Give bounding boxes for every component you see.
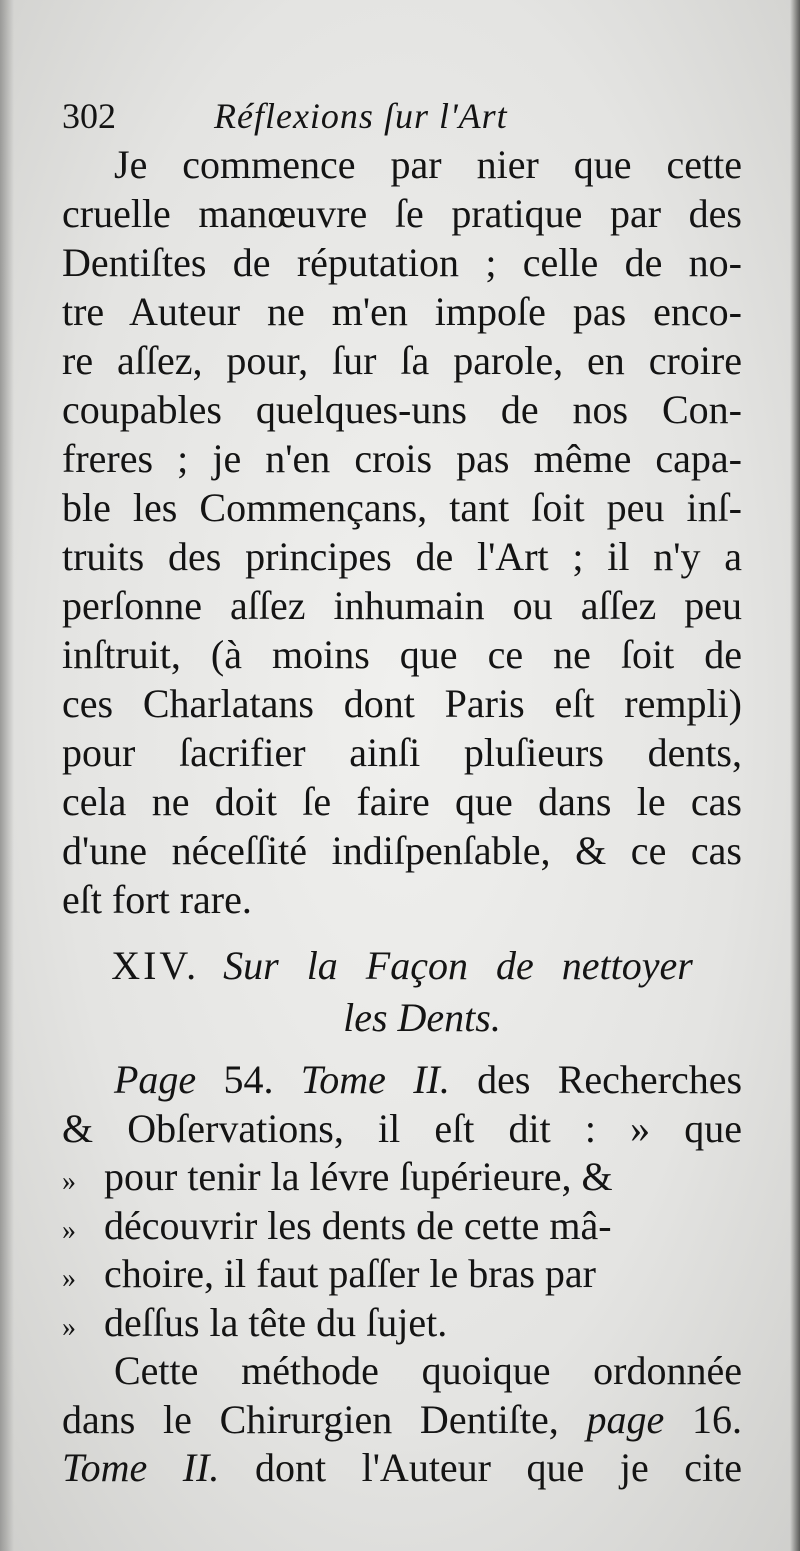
text-fragment: deſſus la tête du ſujet. xyxy=(104,1299,448,1345)
text-line: coupables quelques-uns de nos Con- xyxy=(62,387,742,432)
page-ref-number: 54. xyxy=(223,1057,274,1102)
text-line xyxy=(62,1056,742,1105)
text-line: cruelle manœuvre ſe pratique par des xyxy=(62,191,742,236)
section-title: Sur la Façon de nettoyer xyxy=(223,943,693,988)
guillemet: » xyxy=(62,1214,76,1246)
guillemet: » xyxy=(62,1263,76,1294)
text-line: d'une néceſſité indiſpenſable, & ce cas xyxy=(62,828,742,873)
section-title-continued: les Dents. xyxy=(343,995,501,1040)
text-fragment: choire, il faut paſſer le bras par xyxy=(104,1251,596,1296)
quoted-line xyxy=(62,1250,742,1299)
page-ref-label: Page xyxy=(114,1057,197,1102)
text-line: freres ; je n'en crois pas même capa- xyxy=(62,436,742,481)
text-line: ces Charlatans dont Paris eſt rempli) xyxy=(62,681,742,726)
paragraph-1 xyxy=(62,140,742,924)
section-heading-line-2 xyxy=(62,992,742,1044)
section-heading-line-1 xyxy=(62,940,742,992)
text-line: ble les Commençans, tant ſoit peu inſ- xyxy=(62,485,742,530)
page-number: 302 xyxy=(62,96,116,136)
text-fragment: des Recherches xyxy=(477,1057,743,1102)
text-line xyxy=(62,1396,742,1445)
page-ref-label: page xyxy=(586,1396,665,1442)
text-line: pour ſacrifier ainſi pluſieurs dents, xyxy=(62,730,742,775)
tome-ref: Tome II. xyxy=(300,1057,450,1102)
text-line: truits des principes de l'Art ; il n'y a xyxy=(62,534,742,579)
text-line: cela ne doit ſe faire que dans le cas xyxy=(62,779,742,824)
text-line: tre Auteur ne m'en impoſe pas enco- xyxy=(62,289,742,334)
running-header xyxy=(62,92,742,140)
text-line: Cette méthode quoique ordonnée xyxy=(114,1348,742,1393)
text-line: Je commence par nier que cette xyxy=(114,142,742,187)
guillemet: » xyxy=(62,1311,76,1343)
text-fragment: découvrir les dents de cette mâ- xyxy=(104,1202,612,1248)
text-line: & Obſervations, il eſt dit : » que xyxy=(62,1105,742,1151)
text-fragment: dont l'Auteur que je cite xyxy=(254,1445,742,1490)
page-edge xyxy=(790,0,800,1551)
text-line: re aſſez, pour, ſur ſa parole, en croire xyxy=(62,338,742,383)
guillemet: » xyxy=(62,1166,76,1197)
tome-ref: Tome II. xyxy=(62,1445,220,1490)
gutter-shadow xyxy=(0,0,14,1551)
text-line: inſtruit, (à moins que ce ne ſoit de xyxy=(62,632,742,677)
quoted-line xyxy=(62,1153,742,1202)
page-ref-number: 16. xyxy=(692,1396,743,1442)
section-number: XIV. xyxy=(111,943,200,988)
quoted-line xyxy=(62,1202,742,1251)
section-heading xyxy=(62,940,742,1044)
text-fragment: dans le Chirurgien Dentiſte, xyxy=(62,1396,559,1442)
text-line: perſonne aſſez inhumain ou aſſez peu xyxy=(62,583,742,628)
quoted-line xyxy=(62,1299,742,1348)
text-line: eſt fort rare. xyxy=(62,877,252,922)
text-line xyxy=(62,1444,742,1493)
text-line: Dentiſtes de réputation ; celle de no- xyxy=(62,240,742,285)
text-fragment: pour tenir la lévre ſupérieure, & xyxy=(104,1154,613,1199)
running-title: Réflexions ſur l'Art xyxy=(214,96,508,136)
paragraph-2 xyxy=(62,1056,742,1493)
